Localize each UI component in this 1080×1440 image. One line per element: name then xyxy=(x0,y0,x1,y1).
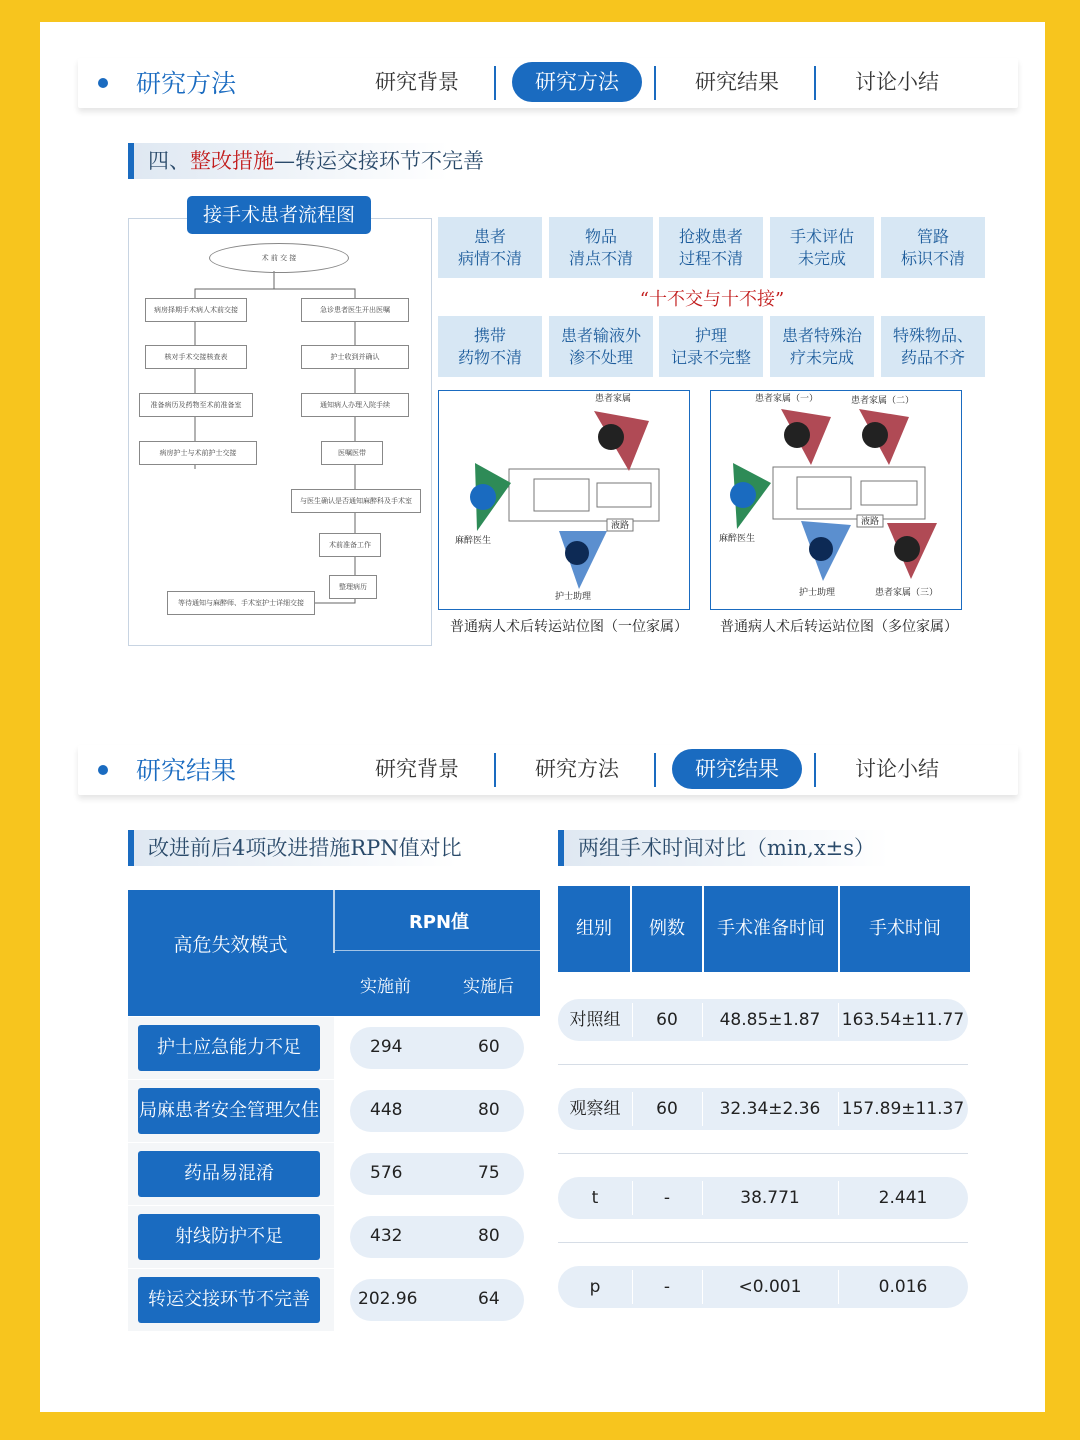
bullet-icon xyxy=(98,765,108,775)
ten-cell: 手术评估 未完成 xyxy=(770,217,874,278)
rpn-row-values: 576 75 xyxy=(350,1153,524,1195)
tab-background[interactable]: 研究背景 xyxy=(375,70,459,94)
rpn-row-label: 射线防护不足 xyxy=(138,1214,320,1260)
ten-cell: 患者输液外 渗不处理 xyxy=(549,316,653,377)
col-op-time: 手术时间 xyxy=(840,886,970,972)
nav-title: 研究结果 xyxy=(136,756,237,785)
label-anesthesia: 麻醉医生 xyxy=(719,534,756,544)
label-nurse: 护士助理 xyxy=(555,592,592,602)
label-nurse: 护士助理 xyxy=(799,588,836,598)
tab-divider xyxy=(494,753,496,787)
tab-results[interactable]: 研究结果 xyxy=(672,749,802,789)
tab-divider xyxy=(814,66,816,100)
tab-discussion[interactable]: 讨论小结 xyxy=(855,757,939,781)
flow-node: 与医生确认是否通知麻醉科及手术室 xyxy=(291,489,421,513)
flowchart-panel xyxy=(128,218,432,646)
tab-divider xyxy=(494,66,496,100)
flow-node: 术前准备工作 xyxy=(319,533,381,557)
label-family-1: 患者家属（一） xyxy=(755,394,819,404)
tab-divider xyxy=(814,753,816,787)
rpn-row-label: 局麻患者安全管理欠佳 xyxy=(138,1088,320,1134)
header-divider xyxy=(335,950,540,951)
col-count: 例数 xyxy=(632,886,702,972)
ten-title: “十不交与十不接” xyxy=(639,289,785,310)
col-after: 实施后 xyxy=(463,977,514,997)
label-family-2: 患者家属（二） xyxy=(851,396,915,406)
rpn-row-values: 432 80 xyxy=(350,1216,524,1258)
section-heading xyxy=(128,143,528,179)
heading-rest: —转运交接环节不完善 xyxy=(274,149,484,173)
header-divider xyxy=(333,890,335,953)
flow-node: 核对手术交接核查表 xyxy=(145,345,247,369)
bottom-navbar xyxy=(78,745,1018,795)
heading-highlight: 整改措施 xyxy=(190,149,274,173)
ten-cell: 物品 清点不清 xyxy=(549,217,653,278)
diagram-caption: 普通病人术后转运站位图（多位家属） xyxy=(720,619,958,635)
tab-divider xyxy=(654,66,656,100)
rpn-table-header xyxy=(128,890,540,1016)
position-diagram-multi xyxy=(710,390,962,610)
col-group: 组别 xyxy=(558,886,630,972)
flow-node: 护士收到并确认 xyxy=(301,345,409,369)
table-row: 观察组 60 32.34±2.36 157.89±11.37 xyxy=(558,1088,968,1130)
flowchart-title: 接手术患者流程图 xyxy=(187,196,371,234)
label-family-3: 患者家属（三） xyxy=(875,588,939,598)
table-row: t - 38.771 2.441 xyxy=(558,1177,968,1219)
col-prep-time: 手术准备时间 xyxy=(704,886,838,972)
rpn-row-label: 护士应急能力不足 xyxy=(138,1025,320,1071)
tab-background[interactable]: 研究背景 xyxy=(375,757,459,781)
tab-discussion[interactable]: 讨论小结 xyxy=(855,70,939,94)
rpn-heading: 改进前后4项改进措施RPN值对比 xyxy=(128,830,538,866)
flowchart-connectors xyxy=(129,219,431,645)
rpn-row-label: 转运交接环节不完善 xyxy=(138,1277,320,1323)
label-family: 患者家属 xyxy=(595,394,632,404)
flow-start: 术 前 交 接 xyxy=(209,243,349,273)
ten-cell: 患者特殊治 疗未完成 xyxy=(770,316,874,377)
table-row: 对照组 60 48.85±1.87 163.54±11.77 xyxy=(558,999,968,1041)
row-divider xyxy=(558,1153,968,1154)
table-row: p - <0.001 0.016 xyxy=(558,1266,968,1308)
flow-node: 医嘱医带 xyxy=(321,441,383,465)
tab-methods[interactable]: 研究方法 xyxy=(535,757,619,781)
bullet-icon xyxy=(98,78,108,88)
label-tube: 液路 xyxy=(861,517,880,527)
ten-cell: 抢救患者 过程不清 xyxy=(659,217,763,278)
nav-title: 研究方法 xyxy=(136,69,237,98)
col-failure-mode: 高危失效模式 xyxy=(173,934,288,956)
flow-node: 整理病历 xyxy=(329,575,377,599)
rpn-row-values: 202.96 64 xyxy=(350,1279,524,1321)
flow-node: 急诊患者医生开出医嘱 xyxy=(301,298,409,322)
rpn-row-values: 294 60 xyxy=(350,1027,524,1069)
label-anesthesia: 麻醉医生 xyxy=(455,536,492,546)
rpn-row-label: 药品易混淆 xyxy=(138,1151,320,1197)
heading-prefix: 四、 xyxy=(148,149,190,173)
flow-node: 病房择期手术病人术前交接 xyxy=(145,298,247,322)
tab-results[interactable]: 研究结果 xyxy=(695,70,779,94)
col-before: 实施前 xyxy=(360,977,411,997)
flow-node: 等待通知与麻醉师、手术室护士详细交接 xyxy=(167,591,315,615)
tab-divider xyxy=(654,753,656,787)
ten-cell: 患者 病情不清 xyxy=(438,217,542,278)
position-diagram-single xyxy=(438,390,690,610)
rpn-row-values: 448 80 xyxy=(350,1090,524,1132)
top-navbar xyxy=(78,58,1018,108)
flow-node: 通知病人办理入院手续 xyxy=(301,393,409,417)
diagram-single-graphic xyxy=(439,391,689,609)
flow-node: 病房护士与术前护士交接 xyxy=(139,441,257,465)
row-divider xyxy=(558,1242,968,1243)
col-rpn: RPN值 xyxy=(408,912,470,933)
ten-cell: 特殊物品、 药品不齐 xyxy=(881,316,985,377)
ten-cell: 携带 药物不清 xyxy=(438,316,542,377)
ten-cell: 护理 记录不完整 xyxy=(659,316,763,377)
flow-node: 准备病历及药物至术前准备室 xyxy=(139,393,253,417)
surgery-heading: 两组手术时间对比（min,x±s） xyxy=(558,830,970,866)
diagram-caption: 普通病人术后转运站位图（一位家属） xyxy=(450,619,688,635)
tab-methods[interactable]: 研究方法 xyxy=(512,62,642,102)
label-tube: 液路 xyxy=(611,521,630,531)
diagram-multi-graphic xyxy=(711,391,961,609)
row-divider xyxy=(558,1064,968,1065)
ten-cell: 管路 标识不清 xyxy=(881,217,985,278)
